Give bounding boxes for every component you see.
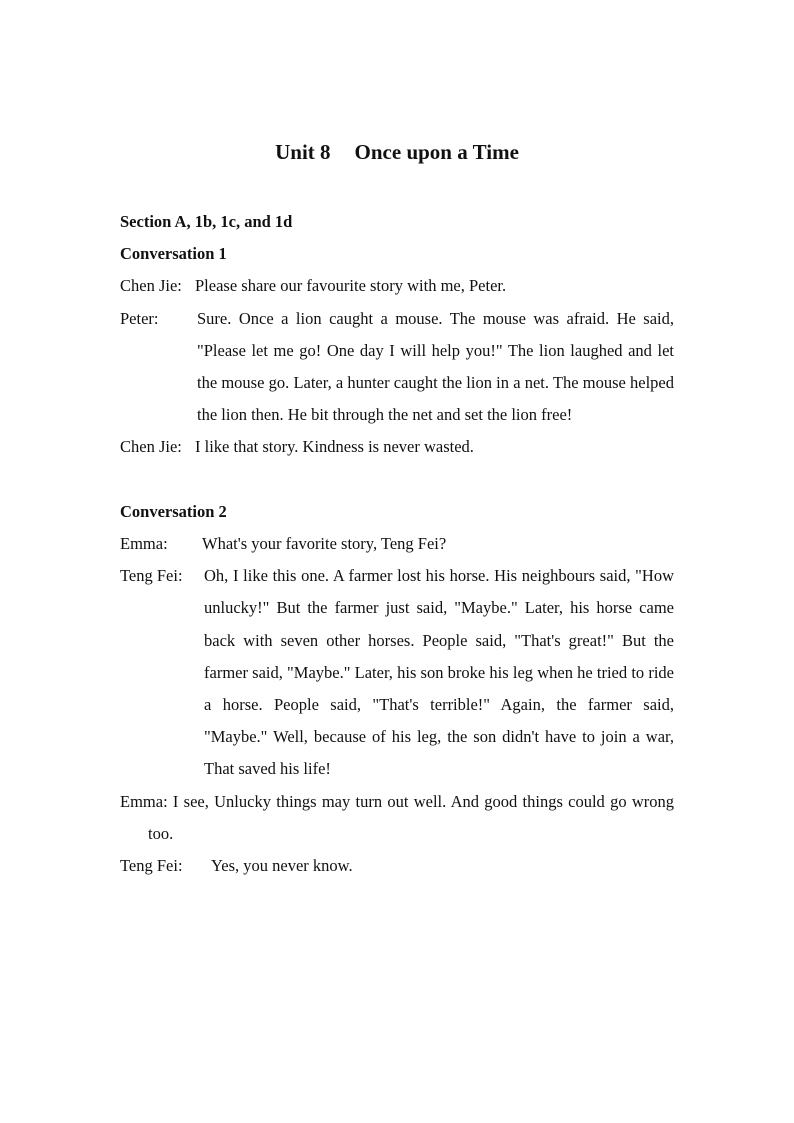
dialogue-line xyxy=(120,431,674,463)
dialogue-line xyxy=(120,786,674,850)
speaker-name: Emma: xyxy=(120,533,168,553)
dialogue-text xyxy=(204,560,674,785)
dialogue-line xyxy=(120,850,674,882)
dialogue-text: Yes, you never know. xyxy=(211,856,353,875)
dialogue-text-hanging xyxy=(120,786,674,850)
dialogue-line xyxy=(120,270,674,302)
title-unit: Unit 8 xyxy=(275,140,331,164)
section-heading: Section A, 1b, 1c, and 1d xyxy=(120,212,293,231)
dialogue-line xyxy=(120,303,674,432)
dialogue-text-first: Oh, I like this one. A farmer lost his horse. His neighbours said, "How unlucky!" But the farmer just said, "Maybe." Later, his horse came back with seven other horses. People said, "That's great!" But the farmer said, "Maybe." Later, his son broke his leg when he tried to ride a horse. People said, "That's terrible!" Again, the farmer said, "Maybe." Well, because of his leg, the son didn't have to join a war, That saved his life! xyxy=(204,566,674,779)
speaker-name: Peter: xyxy=(120,308,159,328)
page-title xyxy=(0,136,794,168)
speaker-name: Teng Fei: xyxy=(120,566,183,586)
speaker-name: Emma: xyxy=(120,791,168,811)
dialogue-text: Sure. Once a lion caught a mouse. The mouse was afraid. He said, "Please let me go! One day I will help you!" The lion laughed and let the mouse go. Later, a hunter caught the lion in a net. The mouse helped the lion then. He bit through the net and set the lion free! xyxy=(197,308,674,425)
dialogue-text: Please share our favourite story with me, Peter. xyxy=(195,276,507,296)
speaker-name: Teng Fei: xyxy=(120,856,183,875)
dialogue-line xyxy=(120,560,674,785)
dialogue-text: I like that story. Kindness is never wasted. xyxy=(195,437,474,457)
dialogue-text: I see, Unlucky things may turn out well. And good things could go wrong too. xyxy=(148,791,674,843)
speaker-name: Chen Jie: xyxy=(120,276,182,296)
title-name: Once upon a Time xyxy=(354,140,519,164)
dialogue-text: What's your favorite story, Teng Fei? xyxy=(202,533,447,553)
conversation-2-heading: Conversation 2 xyxy=(120,501,227,521)
speaker-name: Chen Jie: xyxy=(120,437,182,457)
document-body xyxy=(120,206,674,882)
conversation-1-heading: Conversation 1 xyxy=(120,244,227,264)
dialogue-line xyxy=(120,528,674,560)
